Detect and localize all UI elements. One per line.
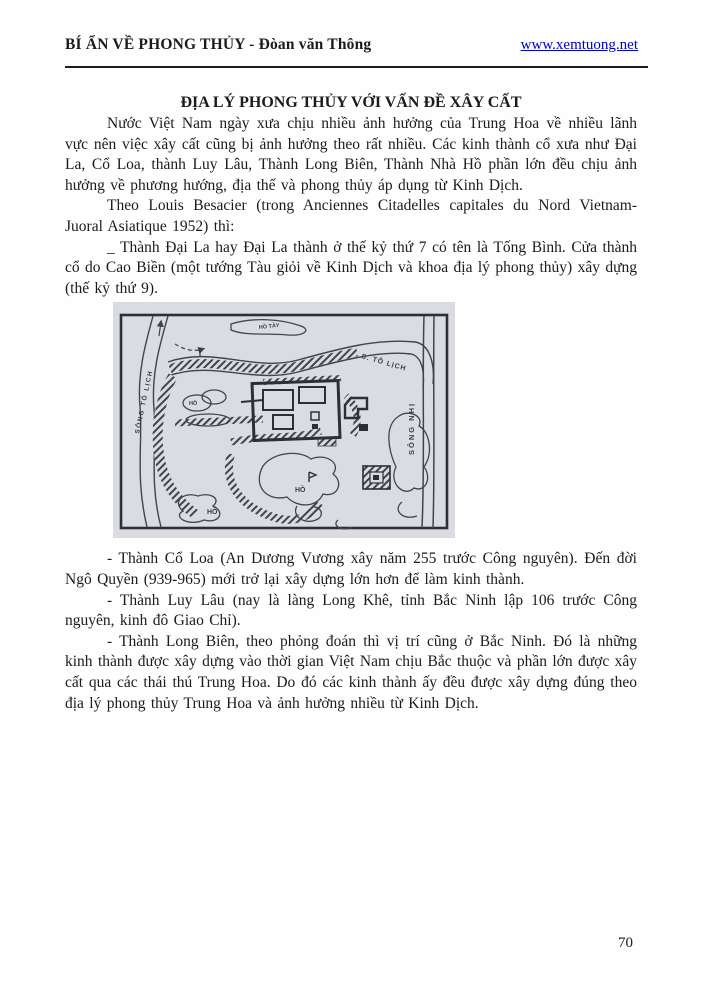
website-link[interactable]: www.xemtuong.net xyxy=(520,37,638,53)
bottom-lake-label: HỒ xyxy=(207,509,218,517)
page-header xyxy=(65,36,648,68)
paragraph-co-loa: - Thành Cổ Loa (An Dương Vương xây năm 255 trước Công nguyên). Đến đời Ngô Quyền (939-965) mới trở lại xây dựng lớn hơn để làm kinh thành. xyxy=(65,550,637,588)
page-number: 70 xyxy=(618,935,633,951)
paragraph-luy-lau: - Thành Luy Lâu (nay là làng Long Khê, tỉnh Bắc Ninh lập 106 trước Công nguyên, kinh đô Giao Chỉ). xyxy=(65,591,637,630)
west-lake-label: HỒ xyxy=(189,401,198,408)
scan-paper xyxy=(113,302,455,538)
paragraph-intro: Nước Việt Nam ngày xưa chịu nhiều ảnh hưởng của Trung Hoa về nhiều lãnh vực nên việc xây cất cũng bị ảnh hưởng theo rất nhiều. Các kinh thành cổ xưa như Đại La, Cổ Loa, thành Luy Lâu, Thành Long Biên, Thành Nhà Hồ phần lớn đều chịu ảnh hưởng về phương hướng, địa thế và phong thủy áp dụng từ Kinh Dịch. xyxy=(65,115,637,194)
top-lake-label: HỒ TÂY xyxy=(258,323,280,332)
citadel-map-drawing xyxy=(113,302,455,538)
left-river-label: SÔNG TÔ LỊCH xyxy=(134,369,155,435)
citadel-map-figure xyxy=(113,302,455,538)
book-title: BÍ ẨN VỀ PHONG THỦY - Đòan văn Thông xyxy=(65,36,372,53)
right-river-label: SÔNG NHỊ xyxy=(407,402,416,456)
article-heading: ĐỊA LÝ PHONG THỦY VỚI VẤN ĐỀ XÂY CẤT xyxy=(180,94,522,111)
paragraph-besacier: Theo Louis Besacier (trong Anciennes Citadelles capitales du Nord Vietnam- Juoral Asiatique 1952) thì: xyxy=(65,197,637,235)
small-fort xyxy=(363,466,390,489)
center-lake-label: HỒ xyxy=(295,487,306,495)
paragraph-long-bien: - Thành Long Biên, theo phỏng đoán thì vị trí cũng ở Bắc Ninh. Đó là những kinh thành được xây dựng vào thời gian Việt Nam chịu Bắc thuộc và phần lớn được xây cất qua các thái thú Trung Hoa. Do đó các kinh thành ấy đều được xây dựng đúng theo địa lý phong thủy Trung Hoa và ảnh hưởng nhiều từ Kinh Dịch. xyxy=(65,632,637,712)
top-river-label: S. TÔ LỊCH xyxy=(360,353,408,374)
paragraph-dai-la: _ Thành Đại La hay Đại La thành ở thế kỷ thứ 7 có tên là Tống Bình. Cửa thành cổ do Cao Biền (một tướng Tàu giỏi về Kinh Dịch và khoa địa lý phong thủy) xây dựng (thế kỷ thứ 9). xyxy=(65,238,637,297)
article-body xyxy=(65,94,637,714)
